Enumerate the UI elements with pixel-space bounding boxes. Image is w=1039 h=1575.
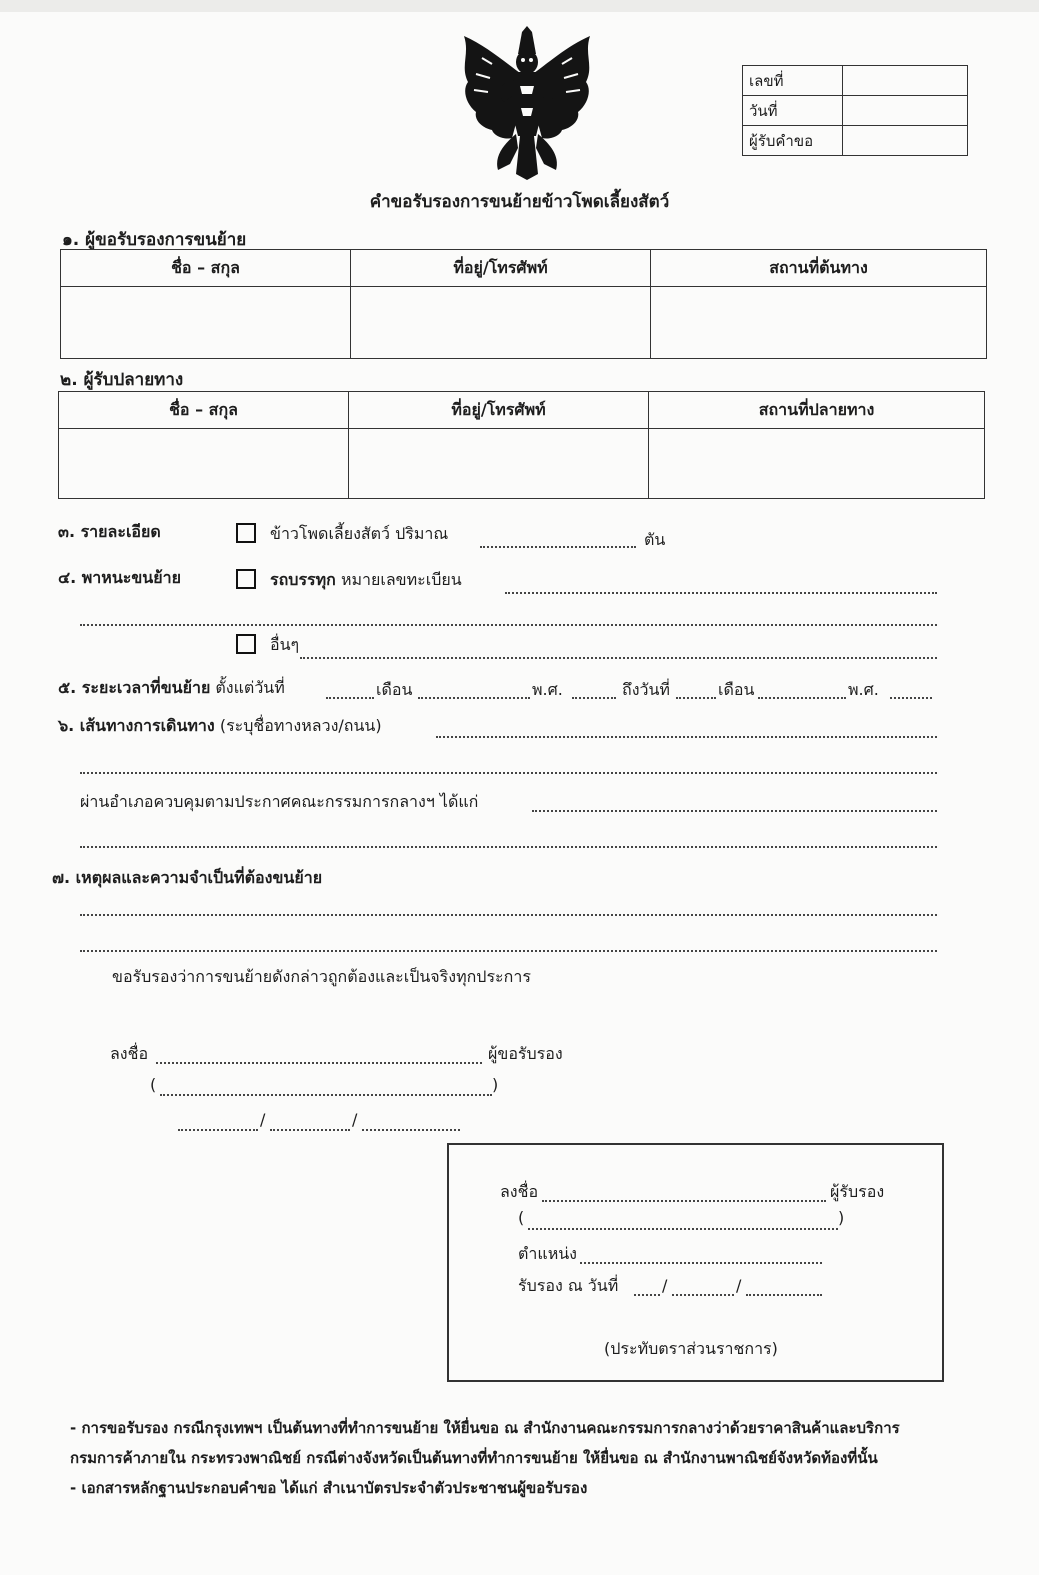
truck-row [236, 568, 462, 593]
applicant-paren-close: ) [492, 1075, 499, 1094]
receiver-name-cell[interactable] [59, 429, 349, 499]
to-month-field[interactable] [758, 697, 846, 699]
scan-edge [0, 0, 1039, 12]
unit-label: ตัน [644, 530, 666, 549]
receiver-address-cell[interactable] [349, 429, 649, 499]
route-field[interactable] [436, 736, 937, 738]
applicant-date-slash2: / [352, 1110, 358, 1129]
corn-checkbox[interactable] [236, 523, 256, 543]
receiver-address-header: ที่อยู่/โทรศัพท์ [349, 392, 649, 429]
destination-place-cell[interactable] [649, 429, 985, 499]
section1-heading: ๑. ผู้ขอรับรองการขนย้าย [62, 230, 247, 250]
approver-position-field[interactable] [580, 1262, 822, 1264]
approver-sign-label: ลงชื่อ [500, 1182, 539, 1201]
section2-heading: ๒. ผู้รับปลายทาง [60, 370, 184, 390]
quantity-field[interactable] [480, 546, 636, 548]
garuda-emblem-icon [452, 24, 602, 182]
applicant-name-header: ชื่อ – สกุล [61, 250, 351, 287]
approver-signature-field[interactable] [542, 1200, 826, 1202]
route-hint: (ระบุชื่อทางหลวง/ถนน) [219, 716, 382, 735]
controlled-district-field-continued[interactable] [80, 846, 937, 848]
applicant-date-month[interactable] [270, 1129, 350, 1131]
approver-position-label: ตำแหน่ง [518, 1244, 577, 1263]
corn-item-row [236, 522, 448, 547]
truck-label: รถบรรทุก [270, 570, 336, 589]
from-year-label: พ.ศ. [532, 680, 563, 699]
applicant-date-year[interactable] [362, 1129, 460, 1131]
from-day-field[interactable] [326, 697, 374, 699]
applicant-sign-label: ลงชื่อ [110, 1044, 149, 1063]
note-line-3: - เอกสารหลักฐานประกอบคำขอ ได้แก่ สำเนาบัตรประจำตัวประชาชนผู้ขอรับรอง [70, 1479, 588, 1497]
section5-heading: ๕. ระยะเวลาที่ขนย้าย [58, 678, 211, 697]
controlled-district-label: ผ่านอำเภอควบคุมตามประกาศคณะกรรมการกลางฯ ได้แก่ [80, 792, 479, 811]
certified-month-field[interactable] [672, 1294, 734, 1296]
applicant-date-slash1: / [260, 1110, 266, 1129]
section6-heading: ๖. เส้นทางการเดินทาง [58, 716, 215, 735]
other-vehicle-row [236, 633, 299, 658]
controlled-district-field[interactable] [532, 810, 937, 812]
applicant-role-label: ผู้ขอรับรอง [488, 1044, 563, 1063]
from-year-field[interactable] [572, 697, 616, 699]
other-vehicle-field[interactable] [300, 657, 937, 659]
applicant-address-cell[interactable] [351, 287, 651, 359]
approver-paren-close: ) [838, 1208, 845, 1227]
official-seal-note: (ประทับตราส่วนราชการ) [604, 1339, 778, 1358]
section7-heading: ๗. เหตุผลและความจำเป็นที่ต้องขนย้าย [52, 868, 323, 887]
section6-row [58, 714, 382, 739]
applicant-address-header: ที่อยู่/โทรศัพท์ [351, 250, 651, 287]
registry-box [742, 65, 968, 156]
registry-number-label: เลขที่ [743, 66, 843, 96]
declaration-text: ขอรับรองว่าการขนย้ายดังกล่าวถูกต้องและเป็นจริงทุกประการ [112, 967, 531, 986]
from-month-label: เดือน [376, 680, 413, 699]
to-year-field[interactable] [890, 697, 932, 699]
note-line-1: - การขอรับรอง กรณีกรุงเทพฯ เป็นต้นทางที่ทำการขนย้าย ให้ยื่นขอ ณ สำนักงานคณะกรรมการกลางว่าด้วยราคาสินค้าและบริการ [70, 1419, 900, 1437]
registry-date-field[interactable] [843, 96, 968, 126]
applicant-paren-open: ( [150, 1075, 157, 1094]
to-year-label: พ.ศ. [848, 680, 879, 699]
section4-heading: ๔. พาหนะขนย้าย [58, 568, 181, 587]
receiver-name-header: ชื่อ – สกุล [59, 392, 349, 429]
certified-slash1: / [662, 1276, 668, 1295]
plate-field[interactable] [505, 592, 937, 594]
applicant-signature-field[interactable] [156, 1062, 482, 1064]
certified-date-label: รับรอง ณ วันที่ [518, 1276, 619, 1295]
truck-checkbox[interactable] [236, 569, 256, 589]
certified-day-field[interactable] [634, 1294, 660, 1296]
other-vehicle-label: อื่นๆ [270, 635, 300, 654]
approver-paren-open: ( [518, 1208, 525, 1227]
plate-field-continued[interactable] [80, 624, 937, 626]
section5-row [58, 676, 285, 701]
registry-number-field[interactable] [843, 66, 968, 96]
reason-field-line1[interactable] [80, 914, 937, 916]
registry-receiver-label: ผู้รับคำขอ [743, 126, 843, 156]
reason-field-line2[interactable] [80, 950, 937, 952]
applicant-date-day[interactable] [178, 1129, 258, 1131]
certified-year-field[interactable] [746, 1294, 822, 1296]
form-title: คำขอรับรองการขนย้ายข้าวโพดเลี้ยงสัตว์ [369, 192, 670, 212]
destination-place-header: สถานที่ปลายทาง [649, 392, 985, 429]
certified-slash2: / [736, 1276, 742, 1295]
to-day-field[interactable] [676, 697, 716, 699]
route-field-continued[interactable] [80, 772, 937, 774]
registry-receiver-field[interactable] [843, 126, 968, 156]
to-date-label: ถึงวันที่ [622, 680, 670, 699]
approver-role-label: ผู้รับรอง [830, 1182, 885, 1201]
registry-date-label: วันที่ [743, 96, 843, 126]
to-month-label: เดือน [718, 680, 755, 699]
approver-printed-name-field[interactable] [528, 1228, 838, 1230]
origin-place-header: สถานที่ต้นทาง [651, 250, 987, 287]
from-month-field[interactable] [418, 697, 530, 699]
plate-label: หมายเลขทะเบียน [340, 570, 462, 589]
applicant-table [60, 249, 987, 359]
other-vehicle-checkbox[interactable] [236, 634, 256, 654]
origin-place-cell[interactable] [651, 287, 987, 359]
note-line-2: กรมการค้าภายใน กระทรวงพาณิชย์ กรณีต่างจังหวัดเป็นต้นทางที่ทำการขนย้าย ให้ยื่นขอ ณ สำนักงานพาณิชย์จังหวัดท้องที่นั้น [70, 1449, 878, 1467]
corn-item-label: ข้าวโพดเลี้ยงสัตว์ ปริมาณ [270, 524, 449, 543]
section3-heading: ๓. รายละเอียด [58, 522, 161, 541]
receiver-table [58, 391, 985, 499]
applicant-name-cell[interactable] [61, 287, 351, 359]
from-date-label: ตั้งแต่วันที่ [215, 678, 285, 697]
applicant-printed-name-field[interactable] [160, 1094, 492, 1096]
